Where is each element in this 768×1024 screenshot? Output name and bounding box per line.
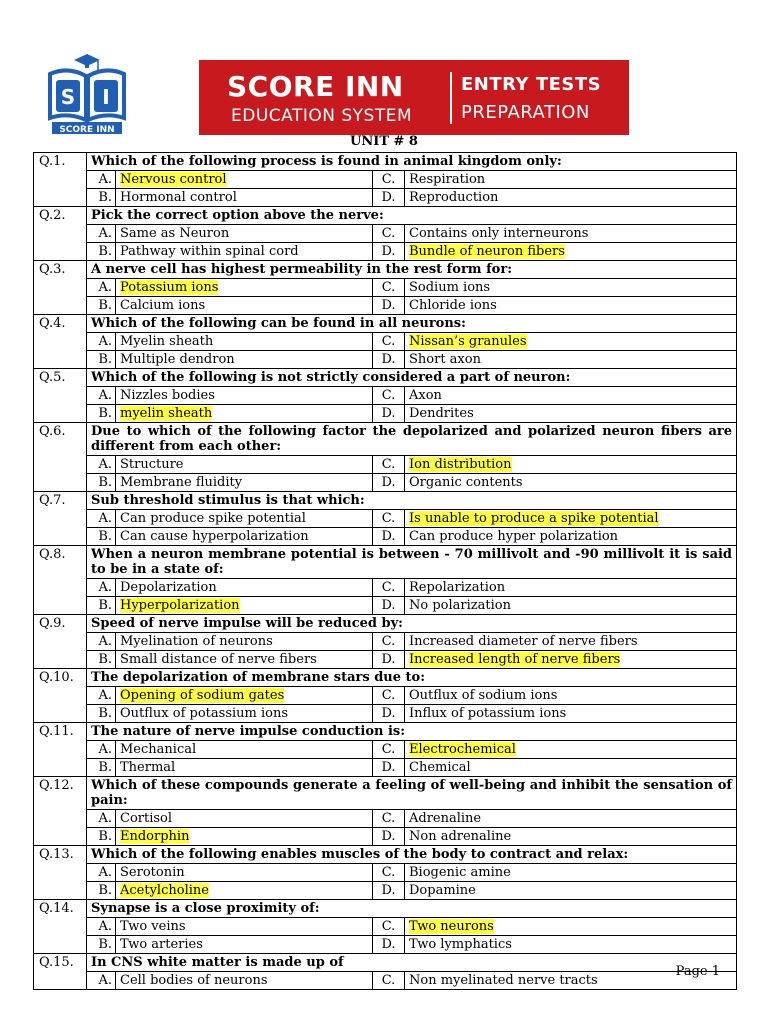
option-row — [34, 810, 737, 828]
option-cell — [405, 297, 737, 315]
question-text: The depolarization of membrane stars due to: — [87, 669, 737, 687]
option-row — [34, 189, 737, 207]
option-letter: D. — [373, 705, 405, 723]
option-row — [34, 597, 737, 615]
option-cell — [405, 189, 737, 207]
option-cell — [116, 810, 373, 828]
question-number: Q.14. — [34, 900, 87, 954]
option-text: Organic contents — [409, 475, 523, 490]
answer-option-text: Potassium ions — [120, 280, 219, 295]
option-letter: B. — [87, 405, 116, 423]
option-cell — [116, 864, 373, 882]
option-text: Adrenaline — [409, 811, 482, 826]
question-number: Q.10. — [34, 669, 87, 723]
option-cell — [405, 651, 737, 669]
option-letter: B. — [87, 936, 116, 954]
question-text: Which of the following can be found in all neurons: — [87, 315, 737, 333]
option-text: Pathway within spinal cord — [120, 244, 299, 259]
option-cell — [405, 687, 737, 705]
option-text: Mechanical — [120, 742, 197, 757]
question-number: Q.13. — [34, 846, 87, 900]
option-cell — [116, 828, 373, 846]
option-letter: A. — [87, 972, 116, 990]
option-letter: C. — [373, 633, 405, 651]
option-text: Biogenic amine — [409, 865, 511, 880]
option-row — [34, 351, 737, 369]
brand-banner — [199, 60, 629, 135]
question-number: Q.8. — [34, 546, 87, 615]
option-letter: A. — [87, 810, 116, 828]
option-cell — [405, 528, 737, 546]
answer-option-text: Nervous control — [120, 172, 227, 187]
option-cell — [405, 810, 737, 828]
option-cell — [405, 405, 737, 423]
option-letter: A. — [87, 687, 116, 705]
option-text: Repolarization — [409, 580, 506, 595]
svg-text:S: S — [60, 85, 76, 109]
question-row — [34, 492, 737, 510]
option-text: Sodium ions — [409, 280, 491, 295]
option-cell — [116, 741, 373, 759]
option-cell — [116, 387, 373, 405]
option-letter: B. — [87, 828, 116, 846]
answer-option-text: Ion distribution — [409, 457, 512, 472]
option-cell — [405, 741, 737, 759]
option-text: Same as Neuron — [120, 226, 230, 241]
option-text: Chemical — [409, 760, 471, 775]
answer-option-text: Bundle of neuron fibers — [409, 244, 565, 259]
option-row — [34, 651, 737, 669]
question-text: Due to which of the following factor the depolarized and polarized neuron fibers are different from each other: — [87, 423, 737, 456]
option-cell — [116, 243, 373, 261]
option-text: Multiple dendron — [120, 352, 235, 367]
question-text: A nerve cell has highest permeability in the rest form for: — [87, 261, 737, 279]
option-cell — [405, 828, 737, 846]
option-cell — [116, 405, 373, 423]
option-text: Can produce spike potential — [120, 511, 306, 526]
answer-option-text: Increased length of nerve fibers — [409, 652, 621, 667]
brand-sub: EDUCATION SYSTEM — [231, 106, 413, 126]
option-row — [34, 972, 737, 990]
option-letter: B. — [87, 297, 116, 315]
option-cell — [405, 597, 737, 615]
option-cell — [405, 279, 737, 297]
option-cell — [116, 279, 373, 297]
option-cell — [405, 579, 737, 597]
option-text: Dendrites — [409, 406, 474, 421]
option-letter: D. — [373, 651, 405, 669]
option-cell — [116, 297, 373, 315]
option-text: Non myelinated nerve tracts — [409, 973, 598, 988]
option-letter: B. — [87, 597, 116, 615]
option-letter: A. — [87, 279, 116, 297]
option-letter: C. — [373, 687, 405, 705]
option-row — [34, 405, 737, 423]
option-text: Thermal — [120, 760, 176, 775]
option-text: Myelin sheath — [120, 334, 214, 349]
answer-option-text: Opening of sodium gates — [120, 688, 285, 703]
option-letter: B. — [87, 351, 116, 369]
option-letter: A. — [87, 510, 116, 528]
question-number: Q.15. — [34, 954, 87, 990]
option-cell — [116, 705, 373, 723]
option-row — [34, 333, 737, 351]
option-row — [34, 171, 737, 189]
option-row — [34, 759, 737, 777]
question-text: Synapse is a close proximity of: — [87, 900, 737, 918]
option-text: Two lymphatics — [409, 937, 512, 952]
option-row — [34, 864, 737, 882]
question-text: Speed of nerve impulse will be reduced by: — [87, 615, 737, 633]
answer-option-text: Nissan’s granules — [409, 334, 527, 349]
option-text: Structure — [120, 457, 184, 472]
question-text: Sub threshold stimulus is that which: — [87, 492, 737, 510]
question-row — [34, 261, 737, 279]
option-letter: D. — [373, 297, 405, 315]
option-cell — [116, 759, 373, 777]
option-text: Hormonal control — [120, 190, 237, 205]
option-letter: D. — [373, 351, 405, 369]
option-text: Outflux of sodium ions — [409, 688, 558, 703]
option-cell — [116, 882, 373, 900]
option-cell — [116, 651, 373, 669]
option-letter: D. — [373, 882, 405, 900]
option-row — [34, 882, 737, 900]
option-text: Two arteries — [120, 937, 203, 952]
option-cell — [405, 171, 737, 189]
svg-text:SCORE INN: SCORE INN — [59, 125, 115, 135]
option-text: Can produce hyper polarization — [409, 529, 619, 544]
option-row — [34, 687, 737, 705]
option-letter: C. — [373, 741, 405, 759]
option-cell — [405, 864, 737, 882]
question-number: Q.3. — [34, 261, 87, 315]
question-row — [34, 900, 737, 918]
option-text: Calcium ions — [120, 298, 206, 313]
question-row — [34, 615, 737, 633]
option-letter: A. — [87, 633, 116, 651]
option-cell — [405, 918, 737, 936]
option-letter: C. — [373, 171, 405, 189]
question-row — [34, 423, 737, 456]
answer-option-text: Endorphin — [120, 829, 190, 844]
option-row — [34, 918, 737, 936]
question-text: Pick the correct option above the nerve: — [87, 207, 737, 225]
option-cell — [405, 510, 737, 528]
option-letter: A. — [87, 333, 116, 351]
option-row — [34, 936, 737, 954]
option-letter: B. — [87, 759, 116, 777]
option-letter: A. — [87, 918, 116, 936]
question-row — [34, 207, 737, 225]
answer-option-text: myelin sheath — [120, 406, 213, 421]
option-cell — [405, 456, 737, 474]
option-row — [34, 510, 737, 528]
option-cell — [116, 918, 373, 936]
option-cell — [405, 243, 737, 261]
option-text: Depolarization — [120, 580, 217, 595]
option-text: Axon — [409, 388, 442, 403]
option-text: Increased diameter of nerve fibers — [409, 634, 638, 649]
option-cell — [405, 225, 737, 243]
option-text: Two veins — [120, 919, 186, 934]
option-text: Outflux of potassium ions — [120, 706, 289, 721]
option-row — [34, 633, 737, 651]
question-text: Which of the following process is found in animal kingdom only: — [87, 153, 737, 171]
svg-text:I: I — [102, 85, 110, 109]
option-letter: B. — [87, 189, 116, 207]
option-row — [34, 828, 737, 846]
option-letter: D. — [373, 597, 405, 615]
question-text: When a neuron membrane potential is between - 70 millivolt and -90 millivolt it is said to be in a state of: — [87, 546, 737, 579]
brand-main: SCORE INN — [227, 70, 404, 103]
option-letter: C. — [373, 579, 405, 597]
answer-option-text: Acetylcholine — [120, 883, 209, 898]
option-row — [34, 705, 737, 723]
option-cell — [116, 579, 373, 597]
option-letter: D. — [373, 759, 405, 777]
option-row — [34, 579, 737, 597]
option-text: Nizzles bodies — [120, 388, 215, 403]
question-row — [34, 153, 737, 171]
option-letter: D. — [373, 936, 405, 954]
question-number: Q.1. — [34, 153, 87, 207]
option-row — [34, 456, 737, 474]
option-letter: B. — [87, 474, 116, 492]
option-cell — [116, 225, 373, 243]
question-row — [34, 723, 737, 741]
option-letter: D. — [373, 405, 405, 423]
option-row — [34, 741, 737, 759]
option-cell — [116, 633, 373, 651]
option-letter: D. — [373, 828, 405, 846]
question-text: Which of the following enables muscles of the body to contract and relax: — [87, 846, 737, 864]
option-letter: C. — [373, 279, 405, 297]
option-text: Short axon — [409, 352, 481, 367]
option-cell — [116, 456, 373, 474]
option-cell — [405, 351, 737, 369]
option-letter: A. — [87, 864, 116, 882]
option-letter: B. — [87, 651, 116, 669]
option-cell — [116, 687, 373, 705]
option-cell — [116, 474, 373, 492]
option-row — [34, 387, 737, 405]
option-cell — [405, 882, 737, 900]
option-letter: B. — [87, 705, 116, 723]
option-letter: B. — [87, 243, 116, 261]
option-cell — [405, 759, 737, 777]
option-letter: A. — [87, 225, 116, 243]
option-text: Serotonin — [120, 865, 185, 880]
option-text: Cell bodies of neurons — [120, 973, 268, 988]
option-letter: D. — [373, 189, 405, 207]
option-letter: C. — [373, 972, 405, 990]
question-number: Q.12. — [34, 777, 87, 846]
question-number: Q.4. — [34, 315, 87, 369]
option-row — [34, 279, 737, 297]
option-letter: C. — [373, 456, 405, 474]
question-text: The nature of nerve impulse conduction is: — [87, 723, 737, 741]
option-row — [34, 528, 737, 546]
option-cell — [116, 597, 373, 615]
option-letter: C. — [373, 510, 405, 528]
question-number: Q.7. — [34, 492, 87, 546]
option-text: Dopamine — [409, 883, 476, 898]
option-text: No polarization — [409, 598, 511, 613]
option-letter: B. — [87, 882, 116, 900]
question-number: Q.6. — [34, 423, 87, 492]
option-text: Cortisol — [120, 811, 173, 826]
option-letter: A. — [87, 171, 116, 189]
option-text: Respiration — [409, 172, 486, 187]
option-letter: A. — [87, 741, 116, 759]
option-cell — [116, 351, 373, 369]
option-letter: C. — [373, 225, 405, 243]
question-row — [34, 369, 737, 387]
option-row — [34, 474, 737, 492]
answer-option-text: Electrochemical — [409, 742, 516, 757]
question-row — [34, 846, 737, 864]
question-number: Q.5. — [34, 369, 87, 423]
question-text: Which of these compounds generate a feeling of well-being and inhibit the sensation of pain: — [87, 777, 737, 810]
option-letter: A. — [87, 579, 116, 597]
option-row — [34, 225, 737, 243]
option-cell — [116, 528, 373, 546]
banner-divider — [450, 72, 452, 124]
option-text: Influx of potassium ions — [409, 706, 567, 721]
option-letter: C. — [373, 333, 405, 351]
option-cell — [116, 510, 373, 528]
option-cell — [116, 936, 373, 954]
answer-option-text: Hyperpolarization — [120, 598, 240, 613]
question-row — [34, 546, 737, 579]
option-letter: D. — [373, 243, 405, 261]
option-cell — [405, 474, 737, 492]
book-cap-icon — [42, 52, 132, 136]
option-letter: D. — [373, 474, 405, 492]
question-text: Which of the following is not strictly considered a part of neuron: — [87, 369, 737, 387]
option-letter: D. — [373, 528, 405, 546]
option-cell — [405, 333, 737, 351]
option-text: Non adrenaline — [409, 829, 512, 844]
option-text: Reproduction — [409, 190, 499, 205]
page-number: Page 1 — [675, 964, 720, 979]
option-text: Can cause hyperpolarization — [120, 529, 309, 544]
option-letter: C. — [373, 864, 405, 882]
mcq-table — [33, 152, 737, 990]
option-letter: C. — [373, 387, 405, 405]
answer-option-text: Is unable to produce a spike potential — [409, 511, 659, 526]
score-inn-logo — [42, 52, 132, 136]
option-cell — [116, 171, 373, 189]
answer-option-text: Two neurons — [409, 919, 494, 934]
question-row — [34, 954, 737, 972]
tag-line-2: PREPARATION — [461, 102, 590, 123]
option-letter: A. — [87, 387, 116, 405]
unit-title: UNIT # 8 — [350, 134, 418, 149]
question-row — [34, 315, 737, 333]
option-cell — [405, 387, 737, 405]
question-number: Q.11. — [34, 723, 87, 777]
option-row — [34, 297, 737, 315]
option-cell — [116, 189, 373, 207]
option-letter: C. — [373, 810, 405, 828]
option-text: Chloride ions — [409, 298, 497, 313]
question-number: Q.9. — [34, 615, 87, 669]
option-text: Small distance of nerve fibers — [120, 652, 317, 667]
option-cell — [405, 936, 737, 954]
option-cell — [405, 633, 737, 651]
option-cell — [116, 333, 373, 351]
question-text: In CNS white matter is made up of — [87, 954, 737, 972]
option-cell — [405, 705, 737, 723]
option-letter: B. — [87, 528, 116, 546]
option-text: Membrane fluidity — [120, 475, 243, 490]
option-letter: C. — [373, 918, 405, 936]
question-row — [34, 669, 737, 687]
question-number: Q.2. — [34, 207, 87, 261]
option-letter: A. — [87, 456, 116, 474]
tag-line-1: ENTRY TESTS — [461, 74, 602, 95]
question-row — [34, 777, 737, 810]
option-text: Contains only interneurons — [409, 226, 589, 241]
option-cell — [116, 972, 373, 990]
option-text: Myelination of neurons — [120, 634, 273, 649]
option-row — [34, 243, 737, 261]
